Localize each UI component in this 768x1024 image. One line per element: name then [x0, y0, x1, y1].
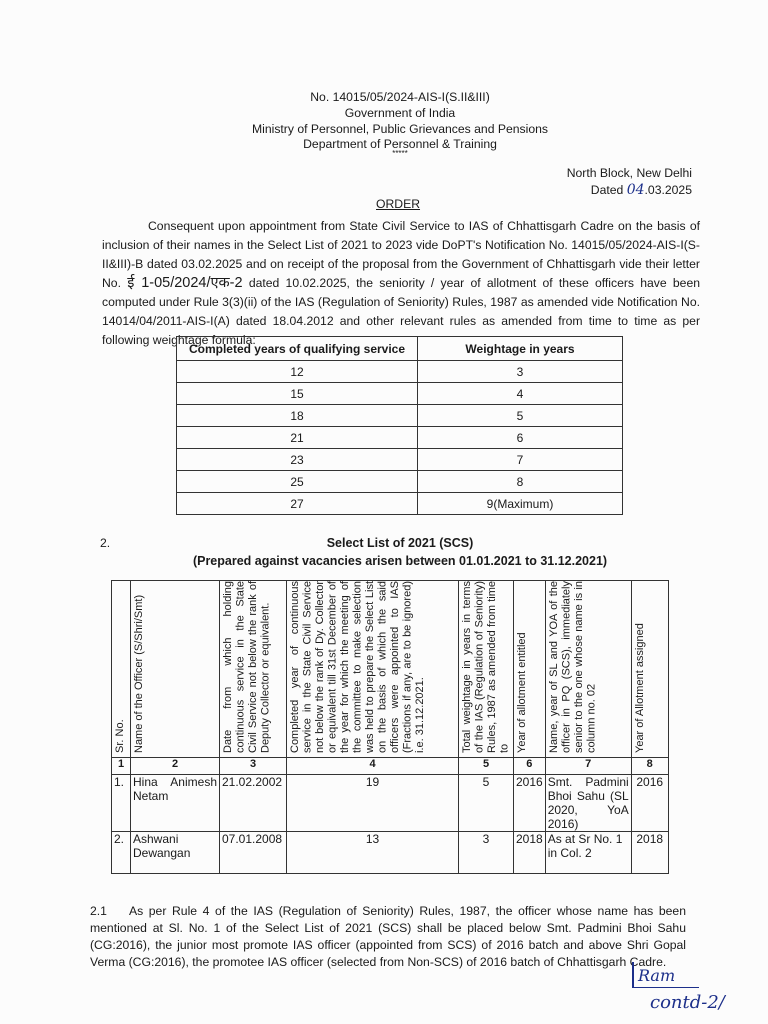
place: North Block, New Delhi: [566, 166, 692, 180]
senior-officer: Smt. Padmini Bhoi Sahu (SL 2020, YoA 2016): [545, 775, 631, 832]
cell: 9(Maximum): [418, 493, 623, 515]
section-title: Select List of 2021 (SCS): [326, 536, 474, 550]
cell: 5: [418, 405, 623, 427]
yoa-entitled: 2016: [514, 775, 546, 832]
table-row: [177, 361, 623, 383]
cell: 18: [177, 405, 418, 427]
col-num: 5: [459, 758, 514, 775]
cell: 15: [177, 383, 418, 405]
header-weightage: Weightage in years: [418, 337, 623, 361]
col-num: 3: [220, 758, 287, 775]
completed-years: 19: [287, 775, 459, 832]
cell: 7: [418, 449, 623, 471]
col-num: 1: [112, 758, 131, 775]
signature: Ram: [632, 962, 699, 988]
date: [591, 182, 692, 198]
para-number: 2.1: [90, 904, 107, 918]
letter-number: ई 1-05/2024/एक-2: [127, 275, 243, 291]
order-title: ORDER: [376, 197, 421, 211]
cell: 6: [418, 427, 623, 449]
stars: *****: [392, 149, 408, 158]
col-num: 6: [514, 758, 546, 775]
column-number-row: [112, 758, 669, 775]
para1-text-b: dated 10.02.2025, the seniority / year of allotment of these officers have been computed under Rule 3(3)(ii) of the IAS (Regulation of Seniority) Rules, 1987 as amended vide Notification No. 14014/04/2011-AIS-I(A) dated 18.04.2012 and other relevant rules as amended from time to time as per following weightage formula:: [102, 276, 701, 347]
cell: 27: [177, 493, 418, 515]
department: Department of Personnel & Training: [303, 137, 497, 151]
table-row: [177, 427, 623, 449]
table-row: [112, 775, 669, 832]
continued-note: contd-2/: [650, 992, 725, 1013]
date: 07.01.2008: [220, 832, 287, 874]
yoa-entitled: 2018: [514, 832, 546, 874]
section-subtitle: (Prepared against vacancies arisen between 01.01.2021 to 31.12.2021): [192, 554, 608, 568]
officer-name: Hina Animesh Netam: [131, 775, 220, 832]
para2-text: As per Rule 4 of the IAS (Regulation of Seniority) Rules, 1987, the officer whose name has been mentioned at Sl. No. 1 of the Select List of 2021 (SCS) shall be placed below Smt. Padmini Bhoi Sahu (CG:2016), the junior most promote IAS officer (appointed from SCS) of 2016 batch and above Shri Gopal Verma (CG:2016), the promotee IAS officer (selected from Non-SCS) of 2016 batch of Chhattisgarh Cadre.: [90, 904, 686, 969]
paragraph-2-1: [90, 903, 686, 971]
yoa-assigned: 2016: [631, 775, 668, 832]
para1-text-a: Consequent upon appointment from State Civil Service to IAS of Chhattisgarh Cadre on the basis of inclusion of their names in the Select List of 2021 to 2023 vide DoPT's Notification No. 14015/05/2024-AIS-I(S-II&III)-B dated 03.02.2025 and on receipt of the proposal from the Government of Chhattisgarh vide their letter No.: [102, 219, 700, 290]
dated-month-year: .03.2025: [644, 183, 692, 197]
header-completed-years: Completed year of continuous service in the State Civil Service not below the rank of Dy. Collector or equivalent till 31st December of the year for which the meeting of the committee to make selection was held to prepare the Select List on the basis of which the said officers were appointed to IAS (Fractions if any, are to be ignored) i.e. 31.12.2021.: [289, 581, 426, 753]
header-yoa-entitled: Year of allotment entitled: [516, 632, 528, 753]
header-service: Completed years of qualifying service: [177, 337, 418, 361]
table-row: [112, 832, 669, 874]
officer-name: Ashwani Dewangan: [131, 832, 220, 874]
cell: 12: [177, 361, 418, 383]
completed-years: 13: [287, 832, 459, 874]
cell: 8: [418, 471, 623, 493]
cell: 23: [177, 449, 418, 471]
file-number: No. 14015/05/2024-AIS-I(S.II&III): [310, 90, 490, 104]
cell: 21: [177, 427, 418, 449]
col-num: 4: [287, 758, 459, 775]
weightage: 5: [459, 775, 514, 832]
col-num: 8: [631, 758, 668, 775]
date: 21.02.2002: [220, 775, 287, 832]
weightage: 3: [459, 832, 514, 874]
government: Government of India: [344, 106, 456, 120]
table-row: [177, 383, 623, 405]
dated-day-handwritten: 04: [626, 182, 645, 198]
header-senior-officer: Name, year of SL and YOA of the officer in PQ (SCS), immediately senior to the one whose name is in column no. 02: [547, 581, 598, 753]
yoa-assigned: 2018: [631, 832, 668, 874]
table-row: [177, 471, 623, 493]
table-row: [177, 405, 623, 427]
sr-no: 1.: [112, 775, 131, 832]
header-yoa-assigned: Year of Allotment assigned: [633, 623, 646, 753]
select-list-table: [111, 580, 669, 874]
paragraph-1: [102, 217, 700, 350]
weightage-table: [176, 336, 623, 515]
cell: 4: [418, 383, 623, 405]
dated-label: Dated: [590, 183, 624, 197]
table-row: [177, 449, 623, 471]
col-num: 2: [131, 758, 220, 775]
ministry: Ministry of Personnel, Public Grievances and Pensions: [251, 122, 549, 136]
cell: 25: [177, 471, 418, 493]
senior-officer: As at Sr No. 1 in Col. 2: [545, 832, 631, 874]
sr-no: 2.: [112, 832, 131, 874]
header-date: Date from which holding continuous service in the State Civil Service not below the rank of Deputy Collector or equivalent.: [222, 581, 272, 753]
cell: 3: [418, 361, 623, 383]
table-row: [177, 493, 623, 515]
col-num: 7: [545, 758, 631, 775]
section-number: 2.: [100, 536, 111, 550]
header-sr-no: Sr. No.: [114, 719, 126, 753]
header-name: Name of the Officer (S/Shri/Smt): [133, 594, 145, 753]
header-weightage: Total weightage in years in terms of the IAS (Regulation of Seniority) Rules, 1987 as amended from time to: [461, 581, 511, 753]
